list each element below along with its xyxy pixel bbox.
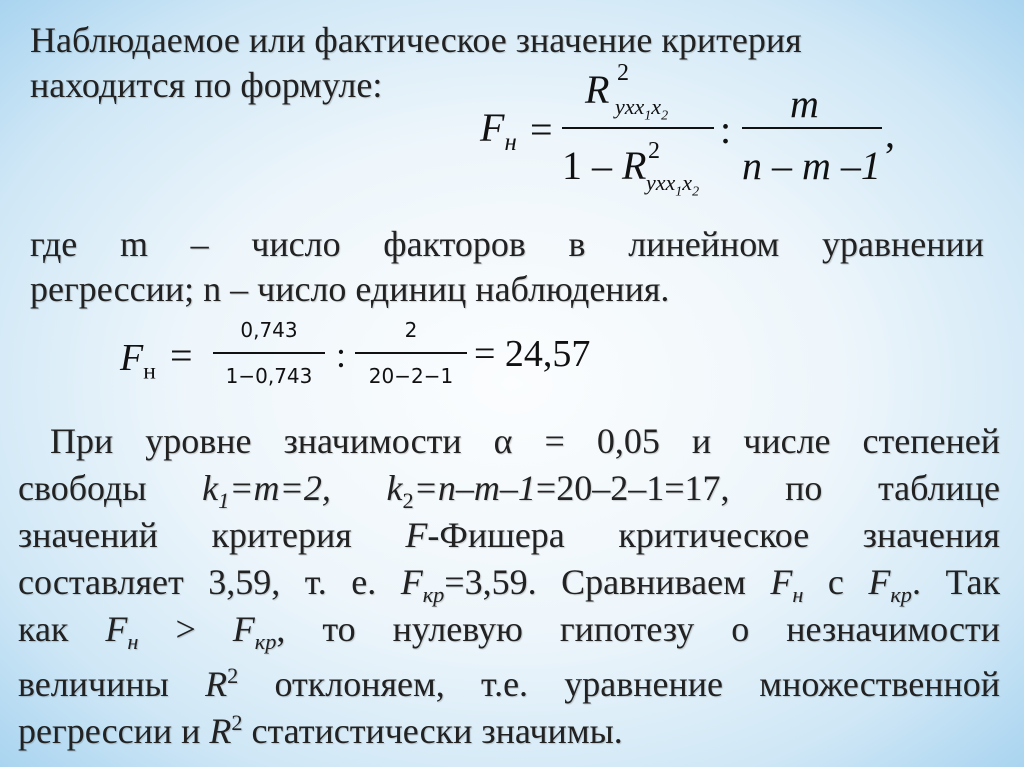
para-line-3: значений критерия F-Фишера критическое значения — [18, 515, 1000, 555]
formula1-numerator-2: m — [790, 81, 819, 126]
formula1-fraction-bar-1 — [562, 127, 714, 129]
formula1-numerator: R — [585, 67, 610, 112]
formula1-den-sup: 2 — [648, 138, 660, 164]
para-line-7: регрессии и $R^2$ статистически значимы. — [18, 710, 623, 751]
intro-line-1: Наблюдаемое или фактическое значение критерия — [30, 20, 802, 60]
para-line-2: свободы $k_1=m=2$, $k_2=n-m-1=20-2-1=17$, по таблице — [18, 468, 1001, 514]
formula1-comma: , — [885, 111, 895, 156]
formula2-denominator-1: 1−0,743 — [225, 364, 313, 388]
where-line-1: где m – число факторов в линейном уравнении — [30, 224, 984, 264]
formula1-denominator: 1 – R — [562, 143, 647, 188]
para-line-1: При уровне значимости α = 0,05 и числе степеней — [50, 421, 1000, 461]
formula1-num-sup: 2 — [617, 60, 629, 86]
formula2-fraction-bar-2 — [355, 352, 467, 354]
para-line-4: составляет 3,59, т. е. $F_{кр}=3,59$. Сравниваем $F_н$ с $F_{кр}$. Так — [18, 562, 1001, 608]
formula1-colon: : — [720, 107, 732, 152]
formula2-denominator-2: 20−2−1 — [368, 364, 454, 388]
formula1-equals: = — [530, 107, 553, 152]
formula2-fraction-bar-1 — [213, 352, 325, 354]
formula1-fraction-bar-2 — [742, 127, 882, 129]
where-line-2: регрессии; n – число единиц наблюдения. — [30, 269, 670, 309]
formula1-num-sub: $yxx_1x_2$ — [615, 94, 669, 124]
formula2-equals: = — [170, 333, 193, 378]
formula2-colon: : — [336, 335, 347, 375]
formula2-numerator-1: 0,743 — [240, 318, 298, 342]
formula1-den-sub: $yxx_1x_2$ — [646, 170, 700, 200]
para-line-5: как $F_н > F_{кр}$, то нулевую гипотезу о незначимости — [18, 609, 1000, 655]
formula2-numerator-2: 2 — [404, 318, 418, 342]
formula1-lhs: $F_н$ — [480, 105, 517, 156]
formula1-denominator-2: n – m –1 — [742, 143, 881, 188]
formula2-lhs: $F_н$ — [120, 337, 156, 385]
formula2-result: = 24,57 — [474, 333, 591, 375]
para-line-6: величины $R^2$ отклоняем, т.е. уравнение множественной — [18, 663, 1000, 704]
intro-line-2: находится по формуле: — [30, 65, 383, 105]
